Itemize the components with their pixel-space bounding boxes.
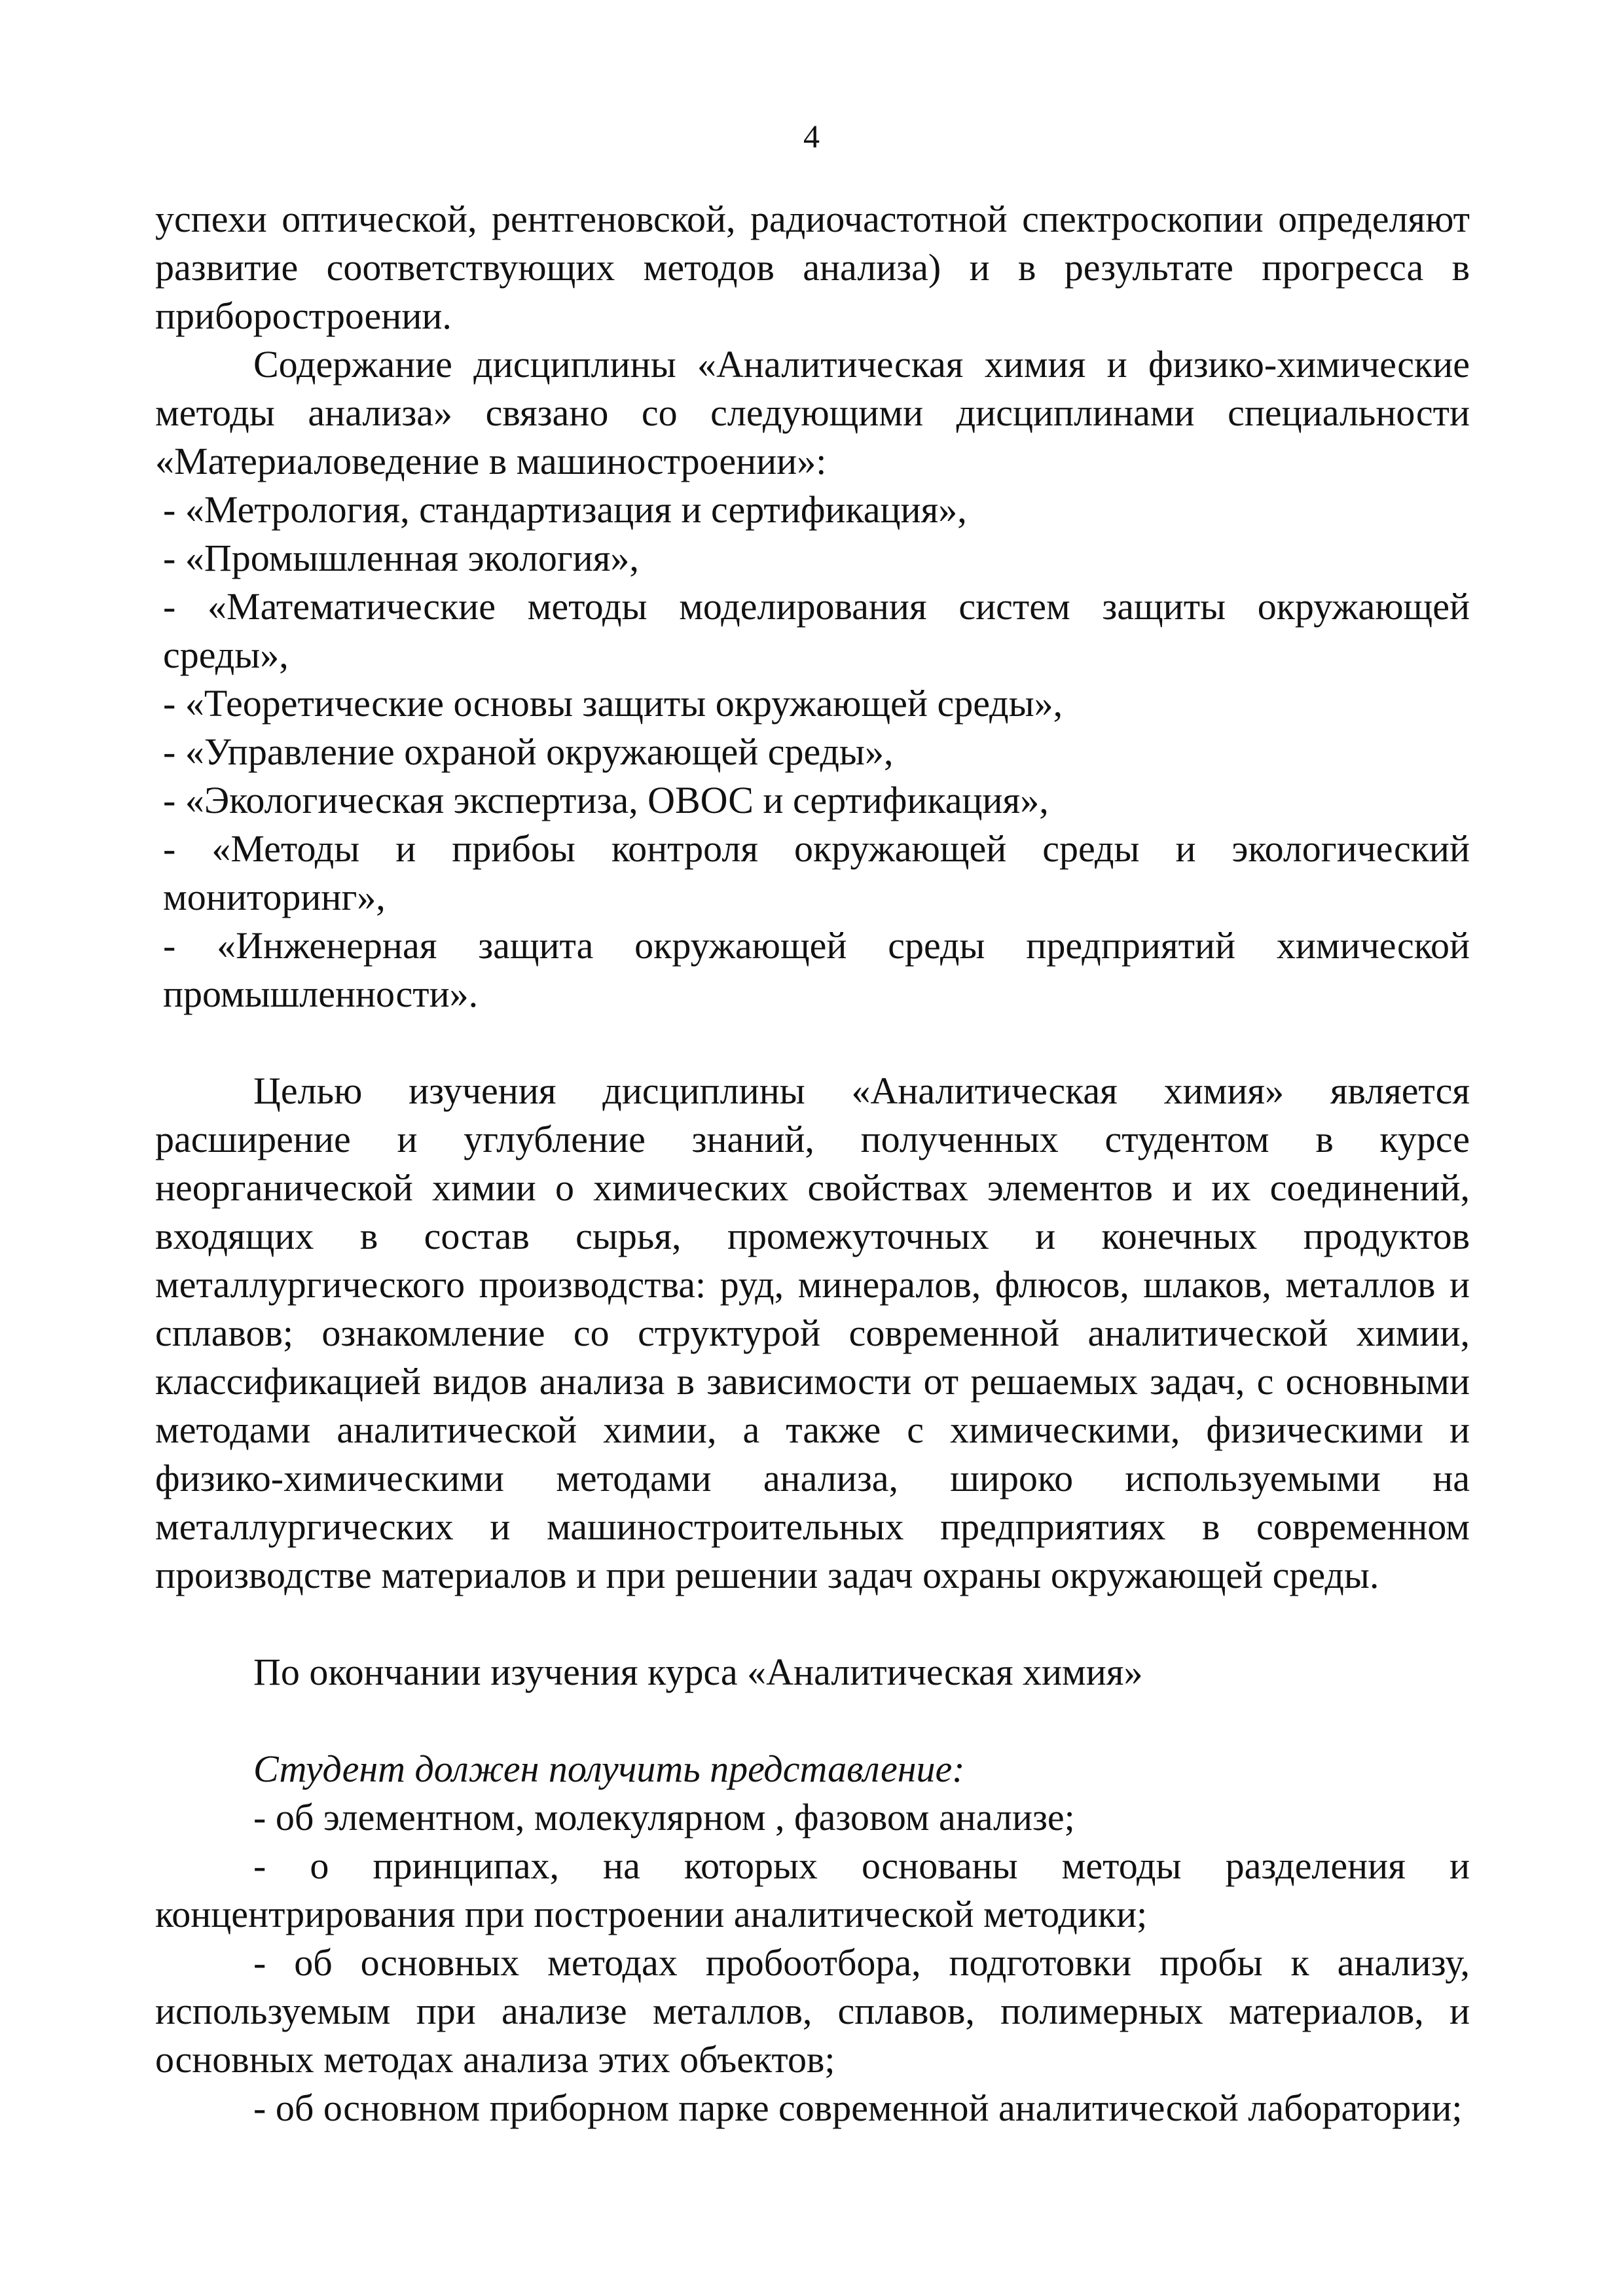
page-number: 4 [803, 118, 820, 154]
spacer [155, 1696, 1470, 1745]
course-end-line: По окончании изучения курса «Аналитическая химия» [253, 1651, 1143, 1693]
list-item: - «Инженерная защита окружающей среды предприятий химической промышленности». [163, 924, 1470, 1015]
list-item: - «Экологическая экспертиза, ОВОС и сертификация», [163, 779, 1049, 821]
list-item: - «Математические методы моделирования систем защиты окружающей среды», [163, 585, 1470, 676]
student-item: - об основном приборном парке современной аналитической лаборатории; [253, 2087, 1463, 2129]
related-disciplines-list [155, 486, 1470, 1018]
list-item: - «Теоретические основы защиты окружающей среды», [163, 682, 1063, 725]
student-item: - о принципах, на которых основаны методы разделения и концентрирования при построении аналитической методики; [155, 1844, 1470, 1935]
page-content [155, 195, 1470, 2132]
content-paragraph: Содержание дисциплины «Аналитическая химия и физико-химические методы анализа» связано со следующими дисциплинами специальности «Материаловедение в машиностроении»: [155, 343, 1470, 482]
spacer [155, 1018, 1470, 1067]
list-item: - «Промышленная экология», [163, 537, 639, 579]
list-item: - «Управление охраной окружающей среды», [163, 730, 894, 773]
spacer [155, 1600, 1470, 1648]
student-item: - об основных методах пробоотбора, подготовки пробы к анализу, используемым при анализе металлов, сплавов, полимерных материалов, и основных методах анализа этих объектов; [155, 1941, 1470, 2081]
student-heading: Студент должен получить представление: [253, 1748, 965, 1790]
goal-paragraph: Целью изучения дисциплины «Аналитическая химия» является расширение и углубление знаний, полученных студентом в курсе неорганической химии о химических свойствах элементов и их соединений, входящих в состав сырья, промежуточных и конечных продуктов металлургического производства: руд, минералов, флюсов, шлаков, металлов и сплавов; ознакомление со структурой современной аналитической химии, классификацией видов анализа в зависимости от решаемых задач, с основными методами аналитической химии, а также с химическими, физическими и физико-химическими методами анализа, широко используемыми на металлургических и машиностроительных предприятиях в современном производстве материалов и при решении задач охраны окружающей среды. [155, 1069, 1470, 1596]
intro-paragraph: успехи оптической, рентгеновской, радиочастотной спектроскопии определяют развитие соответствующих методов анализа) и в результате прогресса в приборостроении. [155, 198, 1470, 337]
list-item: - «Метрология, стандартизация и сертификация», [163, 488, 967, 531]
student-item: - об элементном, молекулярном , фазовом анализе; [253, 1796, 1075, 1839]
list-item: - «Методы и прибоы контроля окружающей среды и экологический мониторинг», [163, 827, 1470, 918]
